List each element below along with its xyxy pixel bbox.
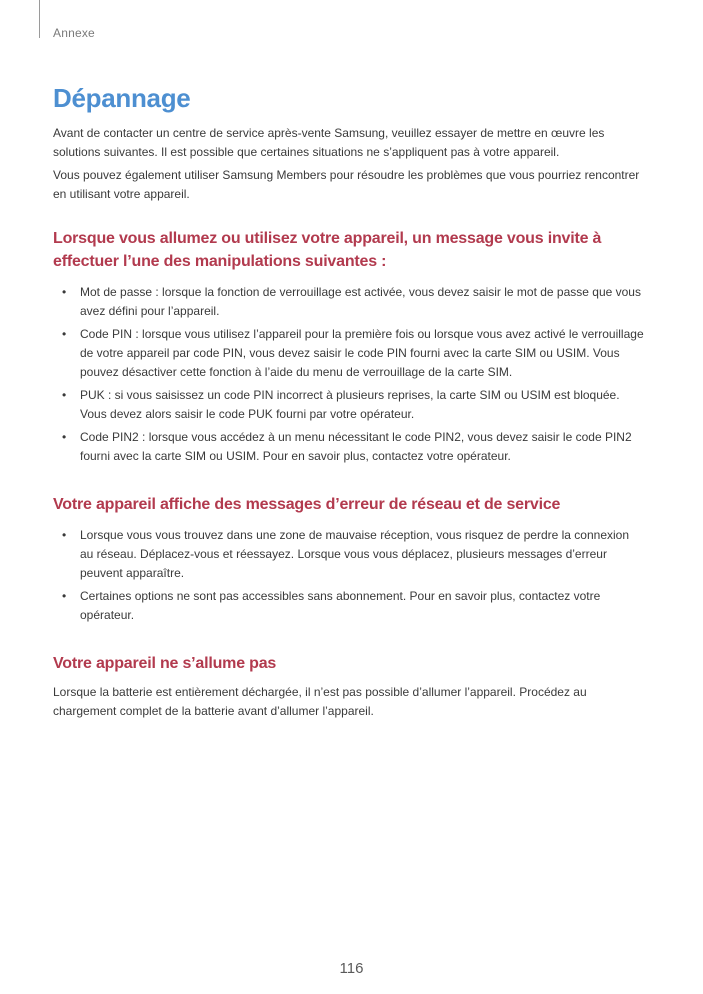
bullet-list	[53, 526, 645, 625]
page-number: 116	[339, 960, 364, 977]
list-item-text: Code PIN : lorsque vous utilisez l’appareil pour la première fois ou lorsque vous avez activé le verrouillage de votre appareil par code PIN, vous devez saisir le code PIN fourni avec la carte SIM ou USIM. Vous pouvez désactiver cette fonction à l’aide du menu de verrouillage de la carte SIM.	[80, 327, 644, 379]
list-item	[53, 587, 645, 625]
list-item-text: PUK : si vous saisissez un code PIN incorrect à plusieurs reprises, la carte SIM ou USIM est bloquée. Vous devez alors saisir le code PUK fourni par votre opérateur.	[80, 388, 620, 421]
page-title: Dépannage	[53, 83, 191, 113]
margin-rule	[39, 0, 40, 38]
section-body: Lorsque la batterie est entièrement déchargée, il n’est pas possible d’allumer l’appareil. Procédez au chargement complet de la batterie avant d’allumer l’appareil.	[53, 685, 587, 718]
list-item-text: Mot de passe : lorsque la fonction de verrouillage est activée, vous devez saisir le mot de passe que vous avez défini pour l’appareil.	[80, 285, 641, 318]
intro-paragraph: Avant de contacter un centre de service après-vente Samsung, veuillez essayer de mettre en œuvre les solutions suivantes. Il est possible que certaines situations ne s’appliquent pas à votre appareil.	[53, 126, 605, 159]
list-item	[53, 386, 645, 424]
section-heading: Lorsque vous allumez ou utilisez votre appareil, un message vous invite à effectuer l’une des manipulations suivantes :	[53, 230, 602, 270]
bullet-icon: •	[62, 430, 67, 444]
bullet-icon: •	[62, 388, 67, 402]
section-heading: Votre appareil affiche des messages d’erreur de réseau et de service	[53, 496, 561, 513]
intro-paragraph: Vous pouvez également utiliser Samsung Members pour résoudre les problèmes que vous pourriez rencontrer en utilisant votre appareil.	[53, 168, 640, 201]
bullet-icon: •	[62, 589, 67, 603]
list-item	[53, 428, 645, 466]
list-item-text: Code PIN2 : lorsque vous accédez à un menu nécessitant le code PIN2, vous devez saisir le code PIN2 fourni avec la carte SIM ou USIM. Pour en savoir plus, contactez votre opérateur.	[80, 430, 632, 463]
list-item-text: Certaines options ne sont pas accessibles sans abonnement. Pour en savoir plus, contactez votre opérateur.	[80, 589, 601, 622]
bullet-icon: •	[62, 327, 67, 341]
list-item	[53, 283, 645, 321]
running-header: Annexe	[53, 26, 95, 40]
list-item	[53, 526, 645, 583]
section-heading: Votre appareil ne s’allume pas	[53, 655, 277, 672]
bullet-list	[53, 283, 645, 466]
list-item-text: Lorsque vous vous trouvez dans une zone de mauvaise réception, vous risquez de perdre la connexion au réseau. Déplacez-vous et réessayez. Lorsque vous vous déplacez, plusieurs messages d’erreur peuvent apparaître.	[80, 528, 630, 580]
page-content	[53, 80, 645, 721]
bullet-icon: •	[62, 528, 67, 542]
bullet-icon: •	[62, 285, 67, 299]
list-item	[53, 325, 645, 382]
